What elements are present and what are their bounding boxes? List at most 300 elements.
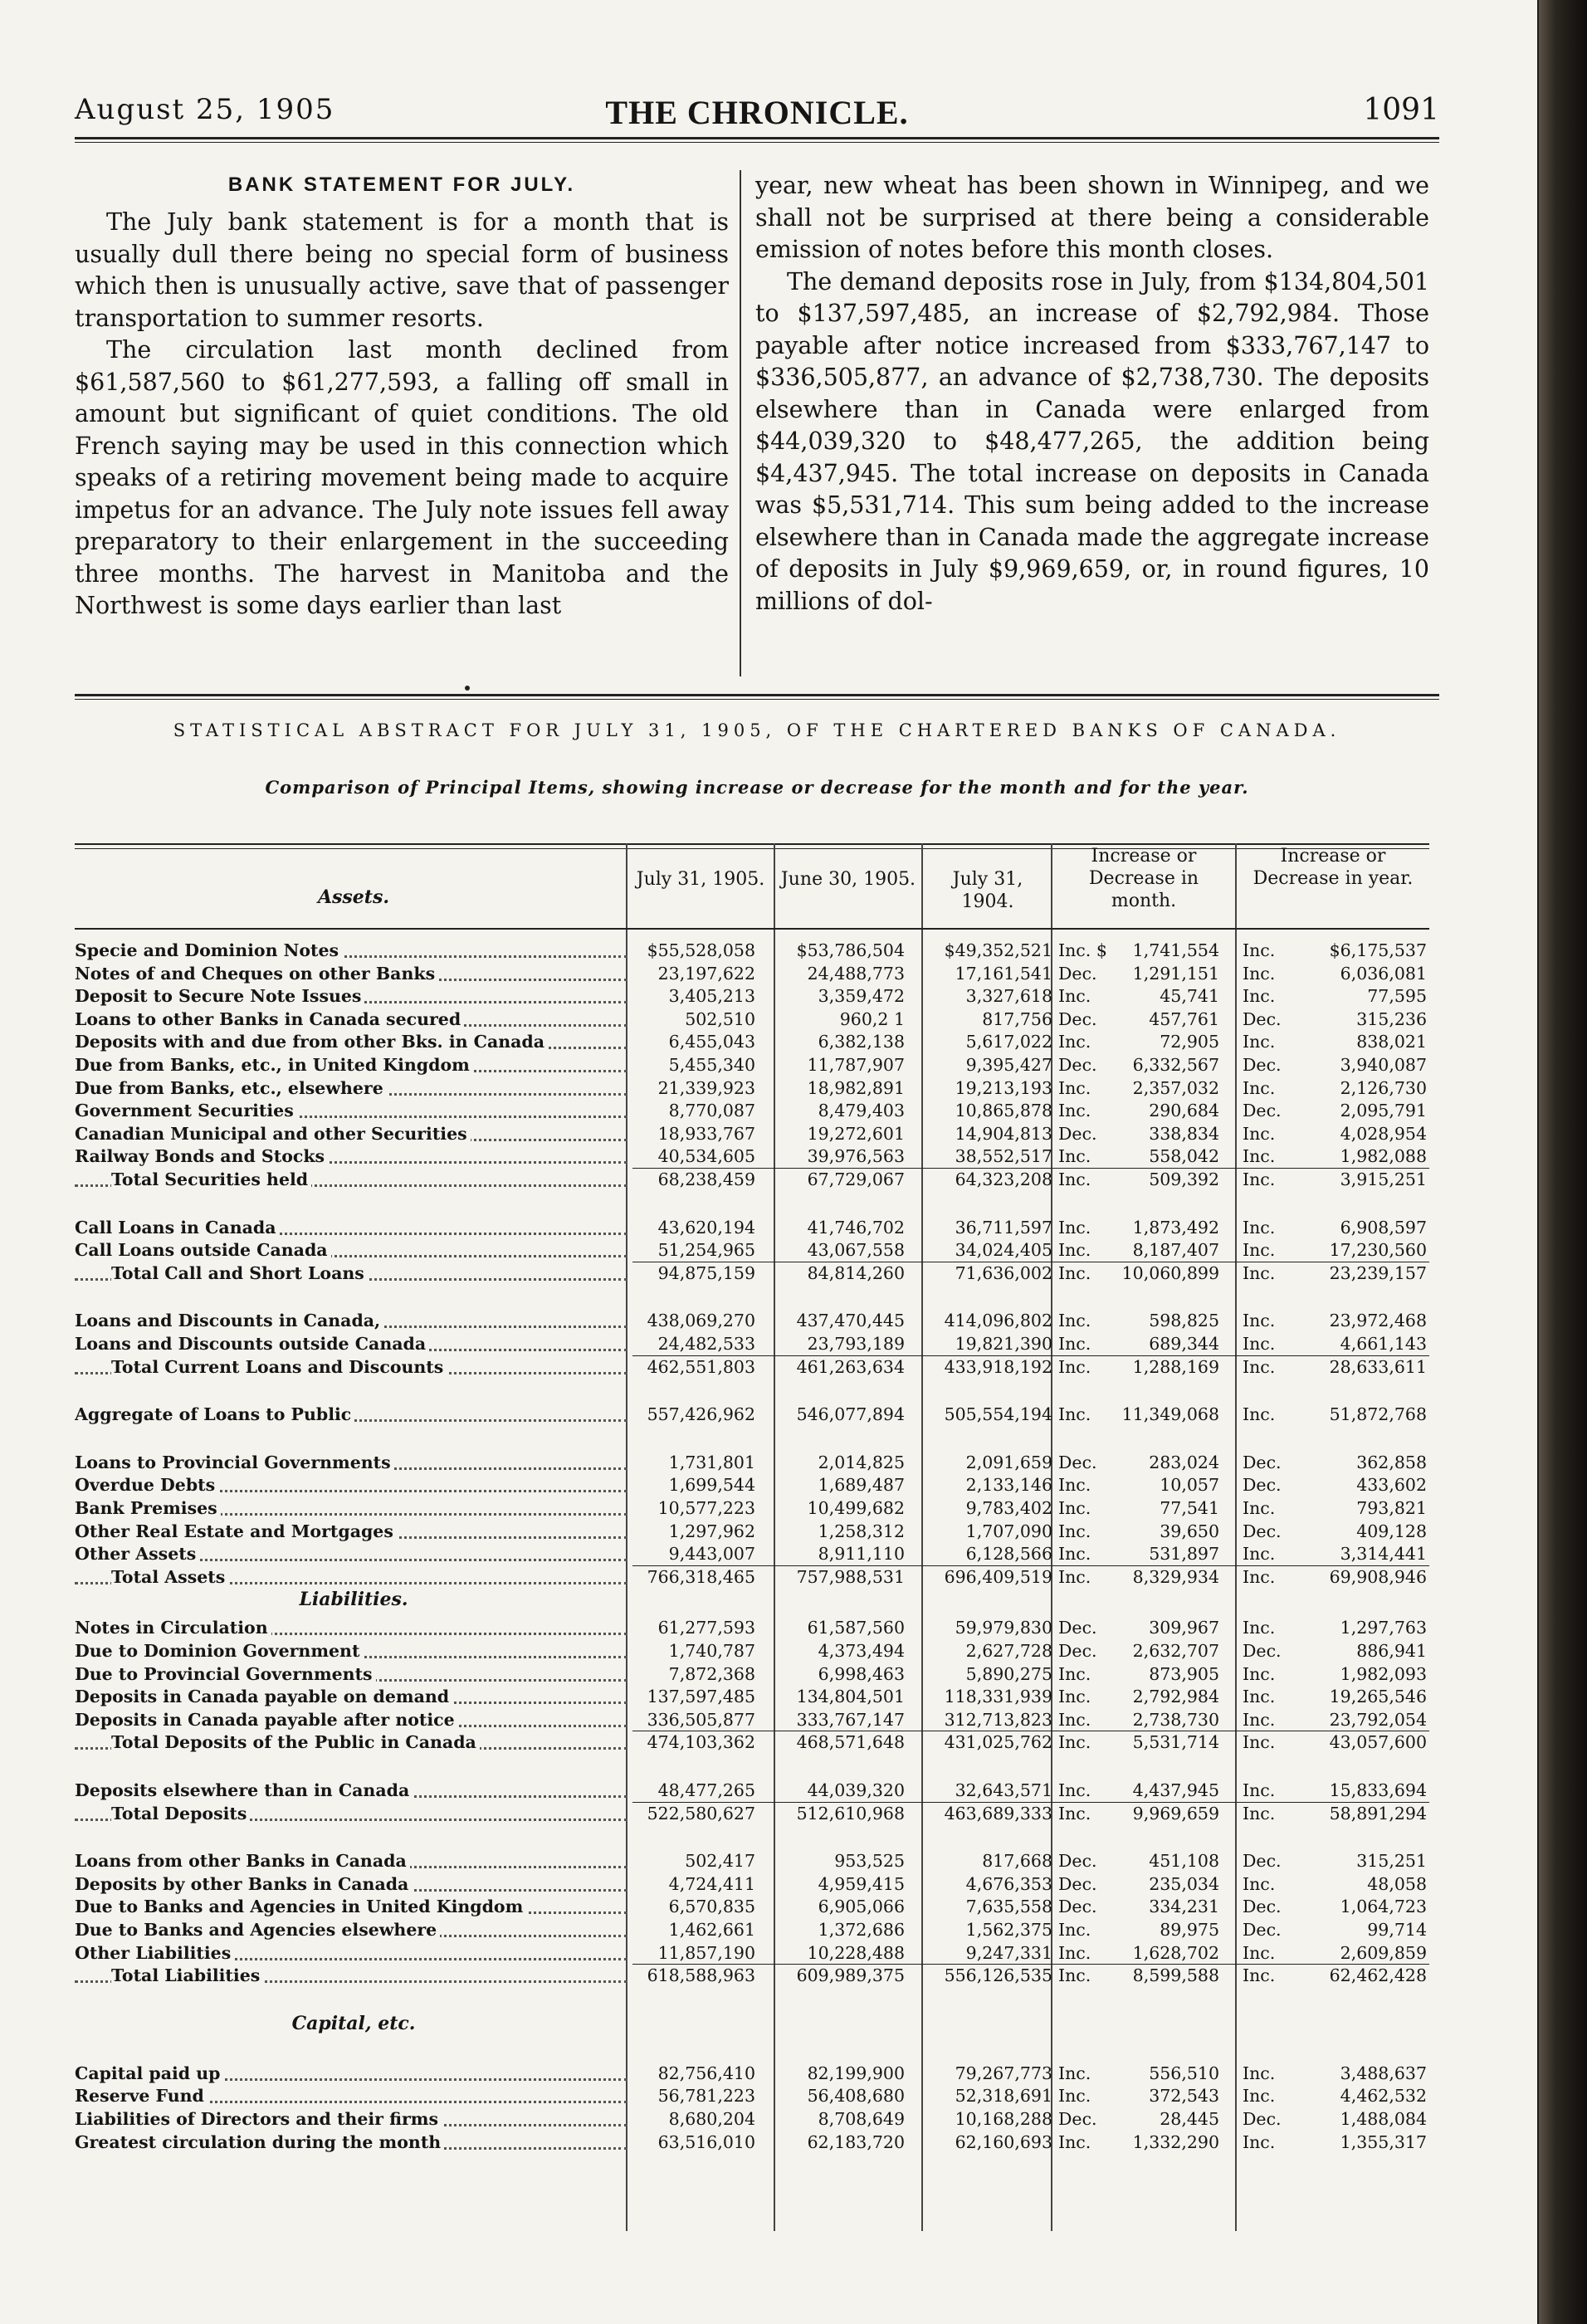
- value-june-1905: 468,571,648: [796, 1732, 905, 1753]
- value-july-1905: $55,528,058: [647, 940, 755, 960]
- year-change: 6,036,081: [1340, 963, 1427, 984]
- year-direction: Inc.: [1243, 1873, 1276, 1894]
- value-july-1904: 696,409,519: [944, 1566, 1052, 1587]
- value-july-1904: 59,979,830: [955, 1618, 1052, 1638]
- month-direction: Inc.: [1058, 1732, 1091, 1753]
- month-direction: Inc.: [1058, 1498, 1091, 1518]
- month-direction: Inc.: [1058, 1687, 1091, 1707]
- month-change: 1,873,492: [1132, 1217, 1219, 1238]
- value-june-1905: 4,373,494: [818, 1641, 905, 1661]
- row-label: [75, 1404, 632, 1426]
- liabilities-heading: Liabilities.: [299, 1589, 408, 1611]
- column-header: July 31, 1904.: [952, 869, 1023, 912]
- table-row: [75, 1217, 1429, 1239]
- month-change: 1,291,151: [1132, 963, 1219, 984]
- row-label-text: Notes of and Cheques on other Banks: [75, 964, 438, 984]
- value-july-1905: 462,551,803: [647, 1356, 755, 1377]
- table-row: [75, 1709, 1429, 1731]
- month-direction: Inc.: [1058, 1920, 1091, 1940]
- row-label: [75, 1521, 632, 1543]
- table-row: [75, 1262, 1429, 1285]
- value-july-1905: 5,455,340: [668, 1055, 755, 1075]
- row-label: [75, 940, 632, 962]
- value-june-1905: 333,767,147: [796, 1709, 905, 1730]
- year-direction: Inc.: [1243, 940, 1276, 960]
- row-label: [75, 1356, 632, 1379]
- year-direction: Inc.: [1243, 1404, 1276, 1425]
- row-label: [75, 1942, 632, 1965]
- month-change: 372,543: [1149, 2086, 1219, 2107]
- table-row: [75, 985, 1429, 1008]
- value-july-1904: 431,025,762: [944, 1732, 1052, 1753]
- total-rule: [632, 1964, 1429, 1965]
- year-direction: Inc.: [1243, 1965, 1276, 1986]
- month-direction: Inc.: [1058, 1311, 1091, 1331]
- value-june-1905: 8,911,110: [818, 1544, 905, 1565]
- value-july-1905: 137,597,485: [647, 1687, 755, 1707]
- year-change: 362,858: [1356, 1452, 1427, 1472]
- value-july-1904: 19,213,193: [955, 1077, 1052, 1098]
- month-change: 1,741,554: [1132, 940, 1219, 960]
- month-direction: Inc.: [1058, 1240, 1091, 1261]
- value-july-1905: 8,680,204: [668, 2109, 755, 2129]
- year-direction: Inc.: [1243, 1356, 1276, 1377]
- column-divider: [740, 170, 741, 676]
- year-direction: Inc.: [1243, 1334, 1276, 1354]
- month-change: 235,034: [1149, 1873, 1219, 1894]
- value-june-1905: 82,199,900: [807, 2063, 905, 2083]
- year-change: 23,792,054: [1329, 1709, 1427, 1730]
- year-direction: Dec.: [1243, 1521, 1282, 1541]
- year-change: 62,462,428: [1329, 1965, 1427, 1986]
- article-left-column: [75, 170, 729, 622]
- row-label-text: Due to Dominion Government: [75, 1641, 363, 1661]
- table-row: [75, 1452, 1429, 1474]
- value-july-1905: 438,069,270: [647, 1311, 755, 1331]
- month-direction: Inc.: [1058, 2063, 1091, 2083]
- year-direction: Inc.: [1243, 2131, 1276, 2152]
- value-june-1905: 67,729,067: [807, 1169, 905, 1189]
- month-change: 556,510: [1149, 2063, 1219, 2083]
- value-june-1905: 1,689,487: [818, 1475, 905, 1496]
- row-label-text: Reserve Fund: [75, 2086, 208, 2106]
- table-row: [75, 1873, 1429, 1896]
- value-july-1905: 4,724,411: [668, 1873, 755, 1894]
- month-change: 1,628,702: [1132, 1942, 1219, 1963]
- month-change: 11,349,068: [1121, 1404, 1219, 1425]
- year-direction: Inc.: [1243, 1262, 1276, 1283]
- month-change: 8,187,407: [1132, 1240, 1219, 1261]
- table-row: [75, 1474, 1429, 1496]
- row-label: [75, 1780, 632, 1802]
- month-direction: Inc.: [1058, 986, 1091, 1007]
- month-direction: Inc.: [1058, 1942, 1091, 1963]
- value-july-1904: 71,636,002: [955, 1262, 1052, 1283]
- year-direction: Inc.: [1243, 1077, 1276, 1098]
- value-july-1904: 6,128,566: [965, 1544, 1052, 1565]
- value-june-1905: $53,786,504: [796, 940, 905, 960]
- table-row: [75, 1919, 1429, 1941]
- value-july-1905: 23,197,622: [657, 963, 755, 984]
- year-direction: Inc.: [1243, 1240, 1276, 1261]
- value-june-1905: 953,525: [834, 1851, 905, 1872]
- month-direction: Inc.: [1058, 1356, 1091, 1377]
- value-june-1905: 512,610,968: [796, 1803, 905, 1824]
- row-label: [75, 1100, 632, 1122]
- value-june-1905: 8,708,649: [818, 2109, 905, 2129]
- month-change: 4,437,945: [1132, 1780, 1219, 1800]
- month-direction: Inc.: [1058, 1169, 1091, 1189]
- table-row: [75, 1031, 1429, 1053]
- year-change: 409,128: [1356, 1521, 1427, 1541]
- row-label-text: Aggregate of Loans to Public: [75, 1404, 354, 1424]
- year-direction: Dec.: [1243, 1008, 1282, 1029]
- year-change: 1,982,088: [1340, 1146, 1427, 1167]
- year-direction: Inc.: [1243, 1169, 1276, 1189]
- year-direction: Inc.: [1243, 1032, 1276, 1052]
- value-july-1904: 38,552,517: [955, 1146, 1052, 1167]
- value-june-1905: 8,479,403: [818, 1101, 905, 1121]
- value-july-1904: 9,783,402: [965, 1498, 1052, 1518]
- value-july-1904: 14,904,813: [955, 1123, 1052, 1144]
- table-row: [75, 1145, 1429, 1168]
- row-label-text: Notes in Circulation: [75, 1618, 271, 1638]
- month-change: 10,057: [1160, 1475, 1219, 1496]
- table-row: [75, 1008, 1429, 1031]
- year-direction: Inc.: [1243, 1123, 1276, 1144]
- statistical-table: [75, 837, 1429, 2231]
- row-label-text: Liabilities of Directors and their firms: [75, 2109, 442, 2129]
- value-july-1904: $49,352,521: [944, 940, 1052, 960]
- row-label: [75, 2108, 632, 2131]
- value-july-1904: 19,821,390: [955, 1334, 1052, 1354]
- table-row: [75, 1850, 1429, 1872]
- value-june-1905: 6,905,066: [818, 1897, 905, 1917]
- row-label: [75, 1543, 632, 1565]
- month-change: 531,897: [1149, 1544, 1219, 1565]
- table-row: [75, 1310, 1429, 1332]
- value-july-1904: 32,643,571: [955, 1780, 1052, 1800]
- value-june-1905: 23,793,189: [807, 1334, 905, 1354]
- month-direction: Inc.: [1058, 1965, 1091, 1986]
- year-change: 315,236: [1356, 1008, 1427, 1029]
- year-direction: Inc.: [1243, 2086, 1276, 2107]
- table-row: [75, 1356, 1429, 1379]
- value-june-1905: 437,470,445: [796, 1311, 905, 1331]
- month-direction: Inc.: [1058, 1146, 1091, 1167]
- year-change: 15,833,694: [1329, 1780, 1427, 1800]
- value-july-1904: 312,713,823: [944, 1709, 1052, 1730]
- value-july-1904: 505,554,194: [944, 1404, 1052, 1425]
- column-header: July 31, 1905.: [636, 869, 765, 890]
- year-change: 886,941: [1356, 1641, 1427, 1661]
- row-label-text: Total Current Loans and Discounts: [111, 1357, 447, 1377]
- article-right-column: [755, 170, 1429, 618]
- month-change: 334,231: [1149, 1897, 1219, 1917]
- year-change: 1,297,763: [1340, 1618, 1427, 1638]
- row-label: [75, 985, 632, 1008]
- column-header: Increase or Decrease in year.: [1253, 846, 1414, 889]
- month-change: 290,684: [1149, 1101, 1219, 1121]
- year-change: $6,175,537: [1329, 940, 1427, 960]
- year-direction: Dec.: [1243, 1475, 1282, 1496]
- year-direction: Inc.: [1243, 1311, 1276, 1331]
- row-label: [75, 1873, 632, 1896]
- year-change: 2,095,791: [1340, 1101, 1427, 1121]
- row-label: [75, 1709, 632, 1731]
- table-row: [75, 940, 1429, 962]
- capital-heading: Capital, etc.: [291, 2012, 416, 2034]
- value-june-1905: 43,067,558: [807, 1240, 905, 1261]
- year-direction: Dec.: [1243, 2109, 1282, 2129]
- month-change: 451,108: [1149, 1851, 1219, 1872]
- year-change: 23,239,157: [1329, 1262, 1427, 1283]
- value-july-1904: 817,756: [982, 1008, 1052, 1029]
- month-change: 2,738,730: [1132, 1709, 1219, 1730]
- year-change: 4,028,954: [1340, 1123, 1427, 1144]
- row-label: [75, 1239, 632, 1262]
- value-july-1904: 2,091,659: [965, 1452, 1052, 1472]
- month-change: 39,650: [1160, 1521, 1219, 1541]
- month-change: 457,761: [1149, 1008, 1219, 1029]
- year-change: 1,982,093: [1340, 1663, 1427, 1684]
- row-label-text: Deposits by other Banks in Canada: [75, 1874, 412, 1894]
- row-label: [75, 1031, 632, 1053]
- total-rule: [632, 1355, 1429, 1356]
- month-change: 77,541: [1160, 1498, 1219, 1518]
- year-change: 69,908,946: [1329, 1566, 1427, 1587]
- year-change: 2,609,859: [1340, 1942, 1427, 1963]
- value-july-1904: 7,635,558: [965, 1897, 1052, 1917]
- value-july-1905: 21,339,923: [657, 1077, 755, 1098]
- month-direction: Inc.: [1058, 1404, 1091, 1425]
- article-paragraph: The demand deposits rose in July, from $134,804,501 to $137,597,485, an increase of $2,792,984. Those payable after notice increased from $333,767,147 to $336,505,877, an advance of $2,738,730. The deposits elsewhere than in Canada were enlarged from $44,039,320 to $48,477,265, the addition being $4,437,945. The total increase on deposits in Canada was $5,531,714. This sum being added to the increase elsewhere than in Canada made the aggregate increase of deposits in July $9,969,659, or, in round figures, 10 millions of dol-: [755, 267, 1429, 615]
- row-label: [75, 2085, 632, 2107]
- table-row: [75, 1543, 1429, 1565]
- value-july-1904: 10,865,878: [955, 1101, 1052, 1121]
- value-july-1904: 79,267,773: [955, 2063, 1052, 2083]
- value-july-1905: 43,620,194: [657, 1217, 755, 1238]
- value-july-1904: 556,126,535: [944, 1965, 1052, 1986]
- page-header: [75, 93, 1439, 143]
- row-label: [75, 1008, 632, 1031]
- row-label: [75, 1474, 632, 1496]
- value-june-1905: 1,258,312: [818, 1521, 905, 1541]
- article-paragraph: The July bank statement is for a month that is usually dull there being no special form of business which then is unusually active, save that of passenger transportation to summer resorts.: [75, 208, 729, 332]
- value-june-1905: 1,372,686: [818, 1920, 905, 1940]
- row-label-text: Bank Premises: [75, 1498, 221, 1518]
- year-change: 77,595: [1367, 986, 1427, 1007]
- value-june-1905: 19,272,601: [807, 1123, 905, 1144]
- year-change: 2,126,730: [1340, 1077, 1427, 1098]
- value-june-1905: 62,183,720: [807, 2131, 905, 2152]
- row-label-text: Loans to Provincial Governments: [75, 1452, 394, 1472]
- row-label: [75, 1965, 632, 1987]
- value-july-1904: 1,707,090: [965, 1521, 1052, 1541]
- year-direction: Dec.: [1243, 1101, 1282, 1121]
- value-july-1905: 6,455,043: [668, 1032, 755, 1052]
- value-july-1905: 9,443,007: [668, 1544, 755, 1565]
- header-rule-thin: [75, 142, 1439, 143]
- column-header: June 30, 1905.: [780, 869, 916, 890]
- year-change: 23,972,468: [1329, 1311, 1427, 1331]
- value-june-1905: 6,998,463: [818, 1663, 905, 1684]
- value-july-1904: 34,024,405: [955, 1240, 1052, 1261]
- row-label: [75, 1123, 632, 1145]
- value-july-1905: 8,770,087: [668, 1101, 755, 1121]
- year-change: 3,314,441: [1340, 1544, 1427, 1565]
- value-july-1905: 56,781,223: [657, 2086, 755, 2107]
- value-june-1905: 84,814,260: [807, 1262, 905, 1283]
- row-label-text: Total Liabilities: [111, 1965, 263, 1985]
- year-change: 43,057,600: [1329, 1732, 1427, 1753]
- value-july-1905: 1,297,962: [668, 1521, 755, 1541]
- year-change: 51,872,768: [1329, 1404, 1427, 1425]
- abstract-subtitle: Comparison of Principal Items, showing increase or decrease for the month and for the year.: [265, 777, 1249, 798]
- row-label-text: Deposits in Canada payable after notice: [75, 1710, 458, 1730]
- month-direction: Dec.: [1058, 1641, 1097, 1661]
- row-label-text: Call Loans outside Canada: [75, 1240, 331, 1260]
- page-number: 1091: [1363, 93, 1439, 127]
- table-row: [75, 1731, 1429, 1754]
- value-july-1904: 2,133,146: [965, 1475, 1052, 1496]
- row-label-text: Overdue Debts: [75, 1475, 218, 1495]
- month-change: 283,024: [1149, 1452, 1219, 1472]
- value-july-1904: 2,627,728: [965, 1641, 1052, 1661]
- value-june-1905: 39,976,563: [807, 1146, 905, 1167]
- year-change: 793,821: [1356, 1498, 1427, 1518]
- month-change: 1,288,169: [1132, 1356, 1219, 1377]
- month-direction: Inc.: [1058, 1475, 1091, 1496]
- value-july-1905: 557,426,962: [647, 1404, 755, 1425]
- issue-date: August 25, 1905: [75, 93, 335, 126]
- year-direction: Inc.: [1243, 1146, 1276, 1167]
- table-row: [75, 1942, 1429, 1965]
- month-direction: Inc.: [1058, 1521, 1091, 1541]
- month-direction: Dec.: [1058, 1873, 1097, 1894]
- value-july-1904: 64,323,208: [955, 1169, 1052, 1189]
- month-change: 689,344: [1149, 1334, 1219, 1354]
- row-label-text: Total Assets: [111, 1567, 228, 1587]
- row-label: [75, 1054, 632, 1077]
- row-label: [75, 1333, 632, 1355]
- value-june-1905: 134,804,501: [796, 1687, 905, 1707]
- month-change: 2,357,032: [1132, 1077, 1219, 1098]
- month-change: 89,975: [1160, 1920, 1219, 1940]
- table-row: [75, 1404, 1429, 1426]
- value-july-1905: 51,254,965: [657, 1240, 755, 1261]
- value-june-1905: 10,228,488: [807, 1942, 905, 1963]
- year-direction: Dec.: [1243, 1641, 1282, 1661]
- month-direction: Inc.: [1058, 1101, 1091, 1121]
- row-label-text: Other Real Estate and Mortgages: [75, 1521, 397, 1541]
- value-july-1905: 3,405,213: [668, 986, 755, 1007]
- book-spine-edge: [1539, 0, 1587, 2324]
- value-june-1905: 3,359,472: [818, 986, 905, 1007]
- month-direction: Inc.: [1058, 1780, 1091, 1800]
- value-june-1905: 2,014,825: [818, 1452, 905, 1472]
- row-label: [75, 2063, 632, 2085]
- table-row: [75, 1686, 1429, 1708]
- value-july-1904: 817,668: [982, 1851, 1052, 1872]
- year-direction: Inc.: [1243, 1687, 1276, 1707]
- month-change: 6,332,567: [1132, 1055, 1219, 1075]
- year-direction: Inc.: [1243, 1217, 1276, 1238]
- row-label: [75, 1919, 632, 1941]
- table-row: [75, 1521, 1429, 1543]
- header-rule: [75, 137, 1439, 139]
- row-label-text: Due to Provincial Governments: [75, 1664, 376, 1684]
- year-change: 1,064,723: [1340, 1897, 1427, 1917]
- month-direction: Inc.: [1058, 1077, 1091, 1098]
- value-june-1905: 757,988,531: [796, 1566, 905, 1587]
- year-change: 433,602: [1356, 1475, 1427, 1496]
- value-july-1905: 48,477,265: [657, 1780, 755, 1800]
- year-change: 1,355,317: [1340, 2131, 1427, 2152]
- year-direction: Dec.: [1243, 1452, 1282, 1472]
- value-july-1904: 10,168,288: [955, 2109, 1052, 2129]
- total-rule: [632, 1565, 1429, 1566]
- row-label: [75, 1169, 632, 1191]
- value-july-1904: 1,562,375: [965, 1920, 1052, 1940]
- month-direction: Dec.: [1058, 1008, 1097, 1029]
- row-label: [75, 1896, 632, 1918]
- row-label: [75, 2131, 632, 2154]
- table-row: [75, 1239, 1429, 1262]
- table-row: [75, 2131, 1429, 2154]
- value-july-1904: 17,161,541: [955, 963, 1052, 984]
- value-july-1904: 62,160,693: [955, 2131, 1052, 2152]
- value-july-1905: 63,516,010: [657, 2131, 755, 2152]
- year-change: 99,714: [1367, 1920, 1427, 1940]
- publication-title: THE CHRONICLE.: [605, 94, 909, 131]
- value-july-1904: 463,689,333: [944, 1803, 1052, 1824]
- row-label-text: Greatest circulation during the month: [75, 2132, 444, 2152]
- month-change: 558,042: [1149, 1146, 1219, 1167]
- value-july-1905: 502,510: [685, 1008, 755, 1029]
- row-label-text: Deposits with and due from other Bks. in Canada: [75, 1032, 548, 1052]
- month-direction: Dec.: [1058, 1452, 1097, 1472]
- year-change: 19,265,546: [1329, 1687, 1427, 1707]
- month-change: 1,332,290: [1132, 2131, 1219, 2152]
- month-direction: Inc.: [1058, 1566, 1091, 1587]
- month-change: 873,905: [1149, 1663, 1219, 1684]
- value-july-1904: 52,318,691: [955, 2086, 1052, 2107]
- value-june-1905: 546,077,894: [796, 1404, 905, 1425]
- year-direction: Inc.: [1243, 1780, 1276, 1800]
- year-direction: Dec.: [1243, 1055, 1282, 1075]
- value-july-1905: 1,699,544: [668, 1475, 755, 1496]
- value-june-1905: 56,408,680: [807, 2086, 905, 2107]
- value-july-1905: 474,103,362: [647, 1732, 755, 1753]
- value-july-1904: 3,327,618: [965, 986, 1052, 1007]
- table-row: [75, 2085, 1429, 2107]
- table-row: [75, 963, 1429, 985]
- month-change: 309,967: [1149, 1618, 1219, 1638]
- row-label-text: Government Securities: [75, 1101, 297, 1120]
- row-label-text: Other Assets: [75, 1544, 199, 1564]
- month-direction: Inc.: [1058, 1803, 1091, 1824]
- table-row: [75, 1617, 1429, 1639]
- assets-heading: Assets.: [317, 886, 390, 908]
- table-row: [75, 1054, 1429, 1077]
- article-title: BANK STATEMENT FOR JULY.: [227, 173, 576, 196]
- value-july-1904: 4,676,353: [965, 1873, 1052, 1894]
- table-row: [75, 1803, 1429, 1825]
- row-label: [75, 963, 632, 985]
- value-july-1905: 61,277,593: [657, 1618, 755, 1638]
- section-rule: [75, 694, 1439, 696]
